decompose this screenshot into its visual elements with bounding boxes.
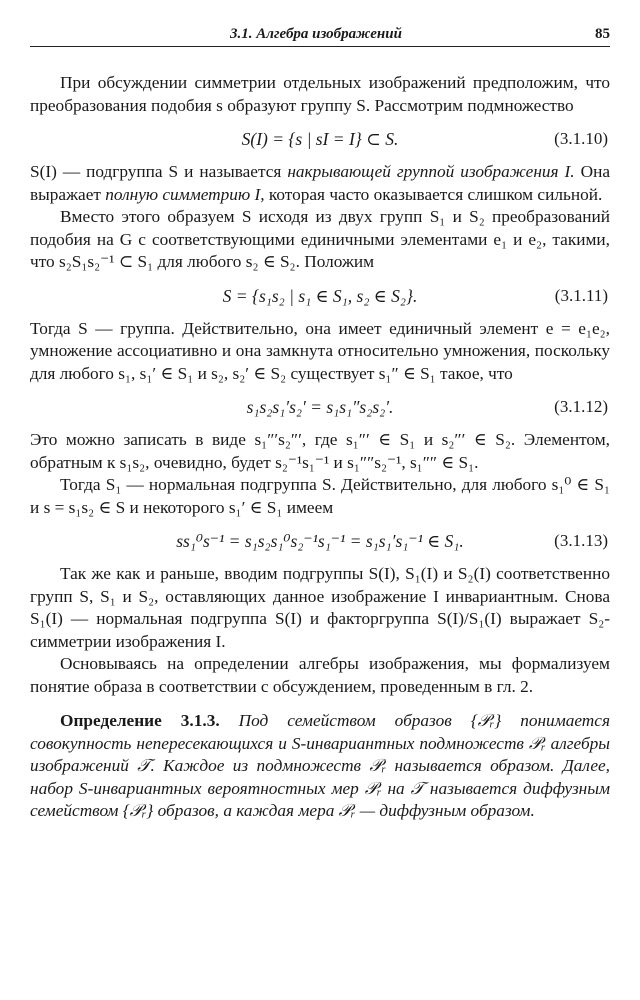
paragraph-inverse: Это можно записать в виде s₁″′s₂″′, где s₁″′ ∈ S₁ и s₂″′ ∈ S₂. Элементом, обратным к s₁s₂, очевидно, будет s₂⁻¹s₁⁻¹ и s₁″″s₂⁻¹, s₁″″ ∈ S₁. (30, 430, 610, 472)
equation-number: (3.1.13) (554, 531, 608, 550)
equation-3-1-13 (30, 527, 610, 555)
text-run: Она выражает (30, 162, 610, 204)
paragraph-group-proof: Тогда S — группа. Действительно, она имеет единичный элемент e = e₁e₂, умножение ассоциативно и она замкнута относительно умножения, поскольку для любого s₁, s₁′ ∈ S₁ и s₂, s₂′ ∈ S₂ существует s₁″ ∈ S₁ такое, что (30, 318, 610, 383)
definition-3-1-3 (30, 710, 610, 823)
equation-3-1-11 (30, 282, 610, 310)
definition-text: Под семейством образов {𝒫ᵣ} понимается совокупность непересекающихся и S-инвариантных подмножеств 𝒫ᵣ алгебры изображений 𝒯. Каждое из подмножеств 𝒫ᵣ называется образом. Далее, набор S-инвариантных вероятностных мер 𝒫ᵣ на 𝒯 называется диффузным семейством {𝒫ᵣ} образов, а каждая мера 𝒫ᵣ — диффузным образом. (30, 711, 610, 820)
paragraph-intro: При обсуждении симметрии отдельных изображений предположим, что преобразования подобия s образуют группу S. Рассмотрим подмножество (30, 73, 610, 115)
equation-formula: S(I) = {s | sI = I} ⊂ S. (241, 129, 399, 149)
text-run: S(I) — подгруппа S и называется (30, 162, 288, 181)
paragraph-formalize: Основываясь на определении алгебры изображения, мы формализуем понятие образа в соответствии с обсуждением, проведенным в гл. 2. (30, 654, 610, 696)
running-title: 3.1. Алгебра изображений (230, 26, 402, 42)
paragraph-covering-group (30, 161, 610, 206)
paragraph-two-groups: Вместо этого образуем S исходя из двух групп S₁ и S₂ преобразований подобия на G с соответствующими единичными элементами e₁ и e₂, такими, что s₂S₁s₂⁻¹ ⊂ S₁ для любого s₂ ∈ S₂. Положим (30, 207, 610, 271)
equation-3-1-12 (30, 393, 610, 421)
running-head (30, 24, 610, 47)
text-run: которая часто оказывается слишком сильной. (264, 184, 603, 204)
paragraph-normal-subgroup: Тогда S₁ — нормальная подгруппа S. Действительно, для любого s₁⁰ ∈ S₁ и s = s₁s₂ ∈ S и некоторого s₁′ ∈ S₁ имеем (30, 475, 610, 517)
equation-formula: ss₁⁰s⁻¹ = s₁s₂s₁⁰s₂⁻¹s₁⁻¹ = s₁s₁′s₁⁻¹ ∈ S₁. (176, 531, 464, 551)
page-number: 85 (595, 26, 610, 42)
paragraph-subgroups: Так же как и раньше, вводим подгруппы S(I), S₁(I) и S₂(I) соответственно групп S, S₁ и S₂, оставляющих данное изображение I инвариантным. Снова S₁(I) — нормальная подгруппа S(I) и факторгруппа S(I)/S₁(I) выражает S₂-симметрии изображения I. (30, 564, 610, 651)
emphasis-covering-group: накрывающей группой изображения I. (287, 162, 575, 181)
equation-formula: s₁s₂s₁′s₂′ = s₁s₁″s₂s₂′. (246, 397, 394, 417)
equation-formula: S = {s₁s₂ | s₁ ∈ S₁, s₂ ∈ S₂}. (222, 285, 418, 306)
definition-label: Определение 3.1.3. (60, 711, 220, 730)
equation-number: (3.1.10) (554, 129, 608, 148)
body-text (30, 72, 610, 823)
emphasis-full-symmetry: полную симметрию I, (105, 184, 265, 204)
equation-number: (3.1.11) (554, 285, 608, 305)
equation-3-1-10 (30, 125, 610, 153)
equation-number: (3.1.12) (554, 397, 608, 416)
